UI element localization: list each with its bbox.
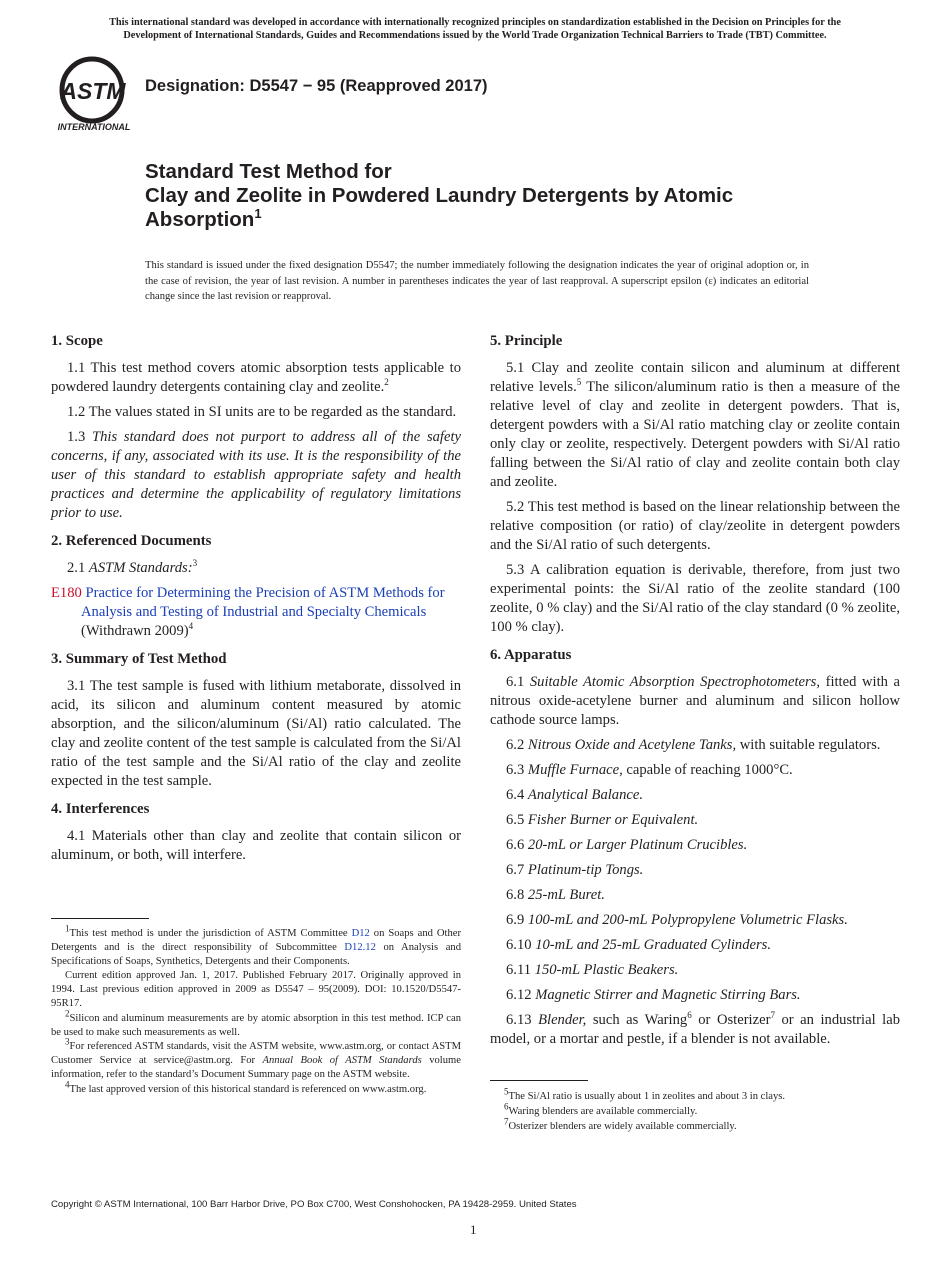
- link-d12[interactable]: D12: [351, 928, 370, 939]
- apparatus-heading: 6. Apparatus: [490, 647, 572, 663]
- interferences-p1: 4.1 Materials other than clay and zeolite that contain silicon or aluminum, or both, will interfere.: [51, 828, 461, 863]
- link-d12-12[interactable]: D12.12: [344, 941, 376, 953]
- ref-title-link[interactable]: Practice for Determining the Precision of ASTM Methods for Analysis and Testing of Industrial and Specialty Chemicals: [81, 585, 445, 620]
- ref-code-link[interactable]: E180: [51, 585, 82, 601]
- apparatus-p13: 6.13 Blender, such as Waring$^6$ or Osterizer$^7$ or an industrial lab model, or a mortar and pestle, if a blender is not available.: [490, 1010, 900, 1047]
- notice-line-1: This international standard was developed in accordance with internationally recognized principles on standardization established in the Decision on Principles for the: [109, 17, 841, 28]
- designation: Designation: D5547 − 95 (Reapproved 2017): [145, 77, 488, 95]
- footnote-ref-7[interactable]: 7: [770, 1010, 775, 1021]
- footnote-ref-6[interactable]: 6: [687, 1010, 692, 1021]
- principle-p3: 5.3 A calibration equation is derivable, therefore, from just two experimental points: the Si/Al ratio of the zeolite standard (100 zeolite, 0 % clay) and the Si/Al ratio of the clay standard (0 % zeolite, 100 % clay).: [490, 562, 900, 635]
- notice-line-2: Development of International Standards, Guides and Recommendations issued by the World Trade Organization Technical Barriers to Trade (TBT) Committee.: [123, 30, 827, 41]
- apparatus-item: 6.11 150-mL Plastic Beakers.: [506, 962, 679, 978]
- summary-heading: 3. Summary of Test Method: [51, 651, 227, 667]
- principle-p2: 5.2 This test method is based on the linear relationship between the relative composition (or ratio) of clay/zeolite in detergent powders and the Si/Al ratio of such detergents.: [490, 499, 900, 553]
- apparatus-item: 6.12 Magnetic Stirrer and Magnetic Stirring Bars.: [506, 987, 801, 1003]
- scope-heading: 1. Scope: [51, 333, 103, 349]
- footnote-6: $^6$Waring blenders are available commercially.: [504, 1101, 698, 1117]
- title-footnote-ref[interactable]: 1: [254, 206, 262, 222]
- footnote-divider-left: [51, 918, 149, 919]
- referenced-heading: 2. Referenced Documents: [51, 533, 212, 549]
- footnote-ref-3[interactable]: 3: [192, 558, 198, 569]
- section-scope: [51, 332, 461, 523]
- apparatus-p2: 6.2 Nitrous Oxide and Acetylene Tanks, with suitable regulators.: [506, 737, 881, 753]
- footnote-ref-4[interactable]: 4: [188, 621, 194, 632]
- title-line-2: Clay and Zeolite in Powdered Laundry Detergents by Atomic: [145, 184, 734, 207]
- footnote-5: $^5$The Si/Al ratio is usually about 1 in zeolites and about 3 in clays.: [504, 1086, 786, 1102]
- logo-subtext: INTERNATIONAL: [57, 122, 131, 132]
- footnote-divider-right: [490, 1080, 588, 1081]
- apparatus-item: 6.7 Platinum-tip Tongs.: [506, 862, 644, 878]
- standards-notice: [30, 16, 920, 42]
- apparatus-item: 6.10 10-mL and 25-mL Graduated Cylinders.: [506, 937, 772, 953]
- logo-text: ASTM: [60, 78, 126, 104]
- apparatus-item: 6.8 25-mL Buret.: [506, 887, 605, 903]
- right-column: [490, 332, 900, 1058]
- interferences-heading: 4. Interferences: [51, 801, 150, 817]
- scope-p3: 1.3 This standard does not purport to address all of the safety concerns, if any, associated with its use. It is the responsibility of the user of this standard to establish appropriate safety and health practices and determine the applicability of regulatory limitations prior to use.: [51, 429, 461, 521]
- reference-e180: E180 Practice for Determining the Precision of ASTM Methods for Analysis and Testing of Industrial and Specialty Chemicals (Withdrawn 2009)$^4$: [51, 585, 445, 639]
- apparatus-item: 6.6 20-mL or Larger Platinum Crucibles.: [506, 837, 748, 853]
- section-referenced-documents: [51, 532, 461, 641]
- summary-p1: 3.1 The test sample is fused with lithium metaborate, dissolved in acid, its silicon and aluminum content measured by atomic absorption, and the silicon/aluminum (Si/Al) ratio calculated. The clay and zeolite content of the test sample is calculated from the Si/Al ratio of the test sample and the Si/Al ratio of the clay and zeolite expected in the test sample.: [51, 678, 461, 789]
- footnote-1: $^1$This test method is under the jurisdiction of ASTM Committee D12 on Soaps and Other Detergents and is the direct responsibility of Subcommittee D12.12 on Analysis and Specifications of Soaps, Synthetics, Detergents and their Components.: [51, 923, 461, 967]
- section-principle: [490, 332, 900, 637]
- left-column: [51, 332, 461, 874]
- principle-p1: 5.1 Clay and zeolite contain silicon and aluminum at different relative levels.$^5$ The silicon/aluminum ratio is then a measure of the relative level of clay and zeolite in detergent powders. That is, detergent powders with a Si/Al ratio matching clay or zeolite contain only clay or zeolite, respectively. Detergent powders with Si/Al ratio falling between the Si/Al ratio of clay and zeolite contain both clay and zeolite.: [490, 360, 900, 490]
- apparatus-item: 6.4 Analytical Balance.: [506, 787, 643, 803]
- apparatus-item: 6.9 100-mL and 200-mL Polypropylene Volumetric Flasks.: [506, 912, 848, 928]
- footnote-4: $^4$The last approved version of this historical standard is referenced on www.astm.org.: [65, 1079, 427, 1095]
- footnotes-left: [51, 923, 461, 1098]
- apparatus-p3: 6.3 Muffle Furnace, capable of reaching 1000°C.: [506, 762, 793, 778]
- footnotes-right: [490, 1086, 900, 1134]
- scope-p2: 1.2 The values stated in SI units are to be regarded as the standard.: [67, 404, 457, 420]
- footnote-ref-2[interactable]: 2: [384, 377, 389, 388]
- apparatus-item: 6.5 Fisher Burner or Equivalent.: [506, 812, 699, 828]
- footnote-3: $^3$For referenced ASTM standards, visit the ASTM website, www.astm.org, or contact ASTM Customer Service at service@astm.org. For Annual Book of ASTM Standards volume information, refer to the standard’s Document Summary page on the ASTM website.: [51, 1036, 461, 1080]
- copyright-footer: Copyright © ASTM International, 100 Barr Harbor Drive, PO Box C700, West Conshohocken, PA 19428-2959. United States: [51, 1199, 577, 1210]
- astm-logo: [52, 56, 136, 132]
- footnote-1-edition: Current edition approved Jan. 1, 2017. Published February 2017. Originally approved in 1994. Last previous edition approved in 2009 as D5547 – 95(2009). DOI: 10.1520/D5547-95R17.: [51, 970, 461, 1009]
- section-summary: [51, 650, 461, 791]
- document-title: [145, 160, 845, 232]
- page-number: 1: [470, 1222, 477, 1237]
- referenced-p1: 2.1 ASTM Standards:$^3$: [67, 558, 198, 576]
- title-line-3: Absorption: [145, 208, 255, 231]
- footnote-7: $^7$Osterizer blenders are widely available commercially.: [504, 1116, 737, 1132]
- principle-heading: 5. Principle: [490, 333, 563, 349]
- footnote-2: $^2$Silicon and aluminum measurements are by atomic absorption in this test method. ICP can be used to make such measurements as well.: [51, 1008, 461, 1038]
- section-apparatus: [490, 646, 900, 1049]
- title-line-1: Standard Test Method for: [145, 160, 392, 183]
- scope-p1: 1.1 This test method covers atomic absorption tests applicable to powdered laundry detergents containing clay and zeolite.$^2$: [51, 360, 461, 395]
- footnote-ref-5[interactable]: 5: [576, 377, 582, 388]
- intro-paragraph: This standard is issued under the fixed designation D5547; the number immediately following the designation indicates the year of original adoption or, in the case of revision, the year of last revision. A number in parentheses indicates the year of last reapproval. A superscript epsilon (ε) indicates an editorial change since the last revision or reapproval.: [145, 260, 809, 302]
- apparatus-p1: 6.1 Suitable Atomic Absorption Spectrophotometers, fitted with a nitrous oxide-acetylene burner and aluminum and silicon hollow cathode source lamps.: [490, 674, 900, 728]
- section-interferences: [51, 800, 461, 865]
